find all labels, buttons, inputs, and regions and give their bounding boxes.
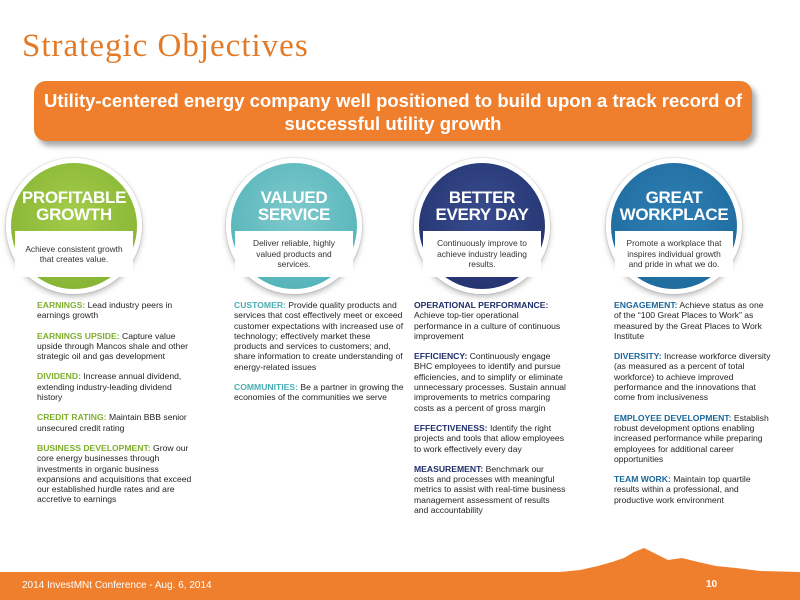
list-item: CUSTOMER: Provide quality products and services that cost effectively meet or exceed customer expectations with increased use of technology; effectively market these products and services to customers; and, share information to create understanding of energy-related issues [234, 300, 404, 372]
better-every-day-column [414, 300, 566, 525]
list-item: EARNINGS: Lead industry peers in earnings growth [37, 300, 173, 321]
badge-heading: BETTER EVERY DAY [435, 188, 529, 224]
valued-service-column [234, 300, 404, 413]
profitable-growth-column [37, 300, 197, 515]
list-item: COMMUNITIES: Be a partner in growing the economies of the communities we serve [234, 382, 404, 403]
list-item: CREDIT RATING: Maintain BBB senior unsecured credit rating [37, 412, 187, 433]
badge-subtext: Deliver reliable, highly valued products and services. [235, 231, 353, 277]
list-item: DIVERSITY: Increase workforce diversity (as measured as a percent of total workforce) to achieve improved performance and the innovations that come from inclusiveness [614, 351, 771, 403]
list-item: MEASUREMENT: Benchmark our costs and processes with meaningful metrics to assist with real-time business management assessment of results and accountability [414, 463, 566, 516]
list-item: BUSINESS DEVELOPMENT: Grow our core energy businesses through investments in organic business expansions and acquisitions that exceed our established hurdle rates and are accretive to earnings [37, 442, 192, 505]
footer-label: 2014 InvestMNt Conference - Aug. 6, 2014 [22, 580, 212, 591]
list-item: ENGAGEMENT: Achieve status as one of the “100 Great Places to Work” as measured by the Great Places to Work Institute [614, 300, 764, 341]
list-item: TEAM WORK: Maintain top quartile results within a professional, and productive work environment [614, 474, 751, 505]
great-workplace-column [614, 300, 772, 515]
slide-banner: Utility-centered energy company well positioned to build upon a track record of successful utility growth [34, 81, 752, 141]
badge-subtext: Continuously improve to achieve industry leading results. [423, 231, 541, 277]
list-item: EFFECTIVENESS: Identify the right projects and tools that allow employees to work effectively every day [414, 422, 564, 454]
page-number: 10 [706, 579, 718, 590]
slide-title: Strategic Objectives [22, 28, 309, 64]
list-item: EARNINGS UPSIDE: Capture value upside through Mancos shale and other strategic oil and gas development [37, 330, 188, 362]
list-item: DIVIDEND: Increase annual dividend, extending industry-leading dividend history [37, 371, 182, 403]
badge-subtext: Promote a workplace that inspires individual growth and pride in what we do. [615, 231, 733, 277]
badge-heading: VALUED SERVICE [257, 188, 331, 224]
list-item: OPERATIONAL PERFORMANCE: Achieve top-tier operational performance in a culture of continuous improvement [414, 300, 561, 341]
profitable-growth-badge [6, 158, 142, 294]
valued-service-badge [226, 158, 362, 294]
list-item: EFFICIENCY: Continuously engage BHC employees to identify and pursue efficiencies, and to simplify or eliminate unnecessary processes. Sustain annual improvements to metrics comparing costs as a percent of gross margin [414, 351, 566, 413]
great-workplace-badge [606, 158, 742, 294]
badge-subtext: Achieve consistent growth that creates value. [15, 231, 133, 277]
list-item: EMPLOYEE DEVELOPMENT: Establish robust development options enabling increased performance while preparing employees for additional career opportunities [614, 412, 769, 464]
badge-heading: GREAT WORKPLACE [619, 188, 729, 224]
badge-heading: PROFITABLE GROWTH [21, 188, 127, 224]
better-every-day-badge [414, 158, 550, 294]
